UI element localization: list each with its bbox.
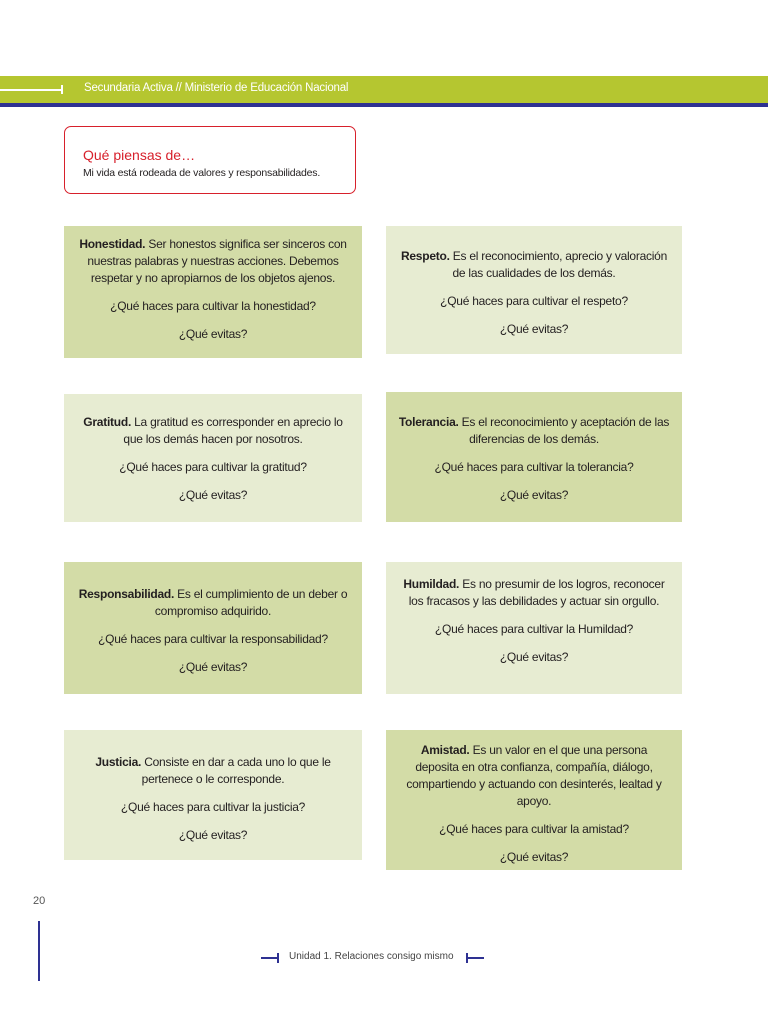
card-justicia [64,730,362,860]
page-number: 20 [33,895,46,907]
card-avoid: ¿Qué evitas? [178,327,248,341]
card-avoid: ¿Qué evitas? [499,322,569,336]
card-definition: Tolerancia. Es el reconocimiento y aceptación de las diferencias de los demás. [398,415,670,446]
card-definition: Humildad. Es no presumir de los logros, reconocer los fracasos y las debilidades y actuar sin orgullo. [403,577,665,608]
card-avoid: ¿Qué evitas? [499,650,569,664]
header-band-tick [61,85,63,94]
think-box [64,126,356,194]
card-definition: Respeto. Es el reconocimiento, aprecio y valoración de las cualidades de los demás. [400,249,668,280]
card-avoid: ¿Qué evitas? [499,850,569,864]
card-question: ¿Qué haces para cultivar la Humildad? [434,622,634,636]
footer-tick-right [466,953,468,963]
card-avoid: ¿Qué evitas? [178,660,248,674]
card-term: Respeto. [400,249,450,263]
card-question: ¿Qué haces para cultivar la justicia? [120,800,306,814]
card-honestidad [64,226,362,358]
footer-text [289,951,454,962]
card-definition: Justicia. Consiste en dar a cada uno lo que le pertenece o le corresponde. [95,755,331,786]
card-responsabilidad [64,562,362,694]
think-subtitle: Mi vida está rodeada de valores y responsabilidades. [83,167,321,179]
card-tolerancia [386,392,682,522]
card-question: ¿Qué haces para cultivar la honestidad? [110,299,316,313]
footer-title: Relaciones consigo mismo [331,951,454,962]
card-gratitud [64,394,362,522]
think-title: Qué piensas de… [83,147,196,163]
card-term: Tolerancia. [398,415,459,429]
card-avoid: ¿Qué evitas? [178,828,248,842]
card-question: ¿Qué haces para cultivar la tolerancia? [434,460,634,474]
card-term: Responsabilidad. [78,587,175,601]
card-term: Honestidad. [79,237,146,251]
card-question: ¿Qué haces para cultivar la responsabilidad? [98,632,328,646]
card-humildad [386,562,682,694]
card-question: ¿Qué haces para cultivar el respeto? [440,294,628,308]
card-definition: Gratitud. La gratitud es corresponder en aprecio lo que los demás hacen por nosotros. [83,415,343,446]
card-definition: Responsabilidad. Es el cumplimiento de un deber o compromiso adquirido. [78,587,348,618]
card-question: ¿Qué haces para cultivar la gratitud? [119,460,307,474]
card-definition: Honestidad. Ser honestos significa ser sinceros con nuestras palabras y nuestras acciones. Debemos respetar y no apropiarnos de los objetos ajenos. [79,237,347,285]
header-title: Secundaria Activa // Ministerio de Educación Nacional [84,82,349,94]
card-avoid: ¿Qué evitas? [178,488,248,502]
footer-unit: Unidad 1. [289,951,332,962]
card-respeto [386,226,682,354]
header-band-rule [0,89,62,91]
card-question: ¿Qué haces para cultivar la amistad? [439,822,629,836]
footer-tick-left [277,953,279,963]
card-amistad [386,730,682,870]
card-term: Amistad. [420,743,470,757]
card-term: Gratitud. [83,415,132,429]
margin-rule [38,921,40,981]
card-term: Justicia. [95,755,142,769]
card-definition: Amistad. Es un valor en el que una persona deposita en otra confianza, compañía, diálogo, compartiendo y actuando con desinterés, lealtad y apoyo. [406,743,662,808]
header-rule [0,103,768,107]
card-avoid: ¿Qué evitas? [499,488,569,502]
card-term: Humildad. [403,577,460,591]
footer-rule-right [466,957,484,959]
